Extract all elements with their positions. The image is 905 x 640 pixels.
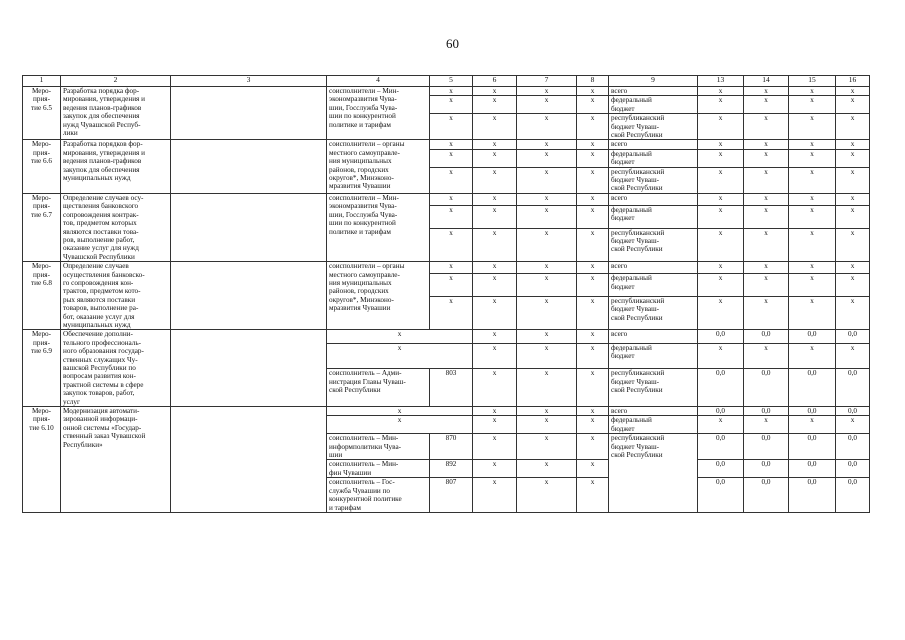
code-cell: x [577, 416, 609, 434]
amount-cell: 0,0 [744, 434, 789, 460]
amount-cell: x [789, 343, 836, 369]
amount-cell: x [698, 114, 744, 140]
funding-source: республиканский бюджет Чуваш- ской Республики [609, 228, 698, 262]
amount-cell: x [836, 274, 870, 297]
responsible-cell [171, 193, 327, 261]
code-cell: x [577, 87, 609, 96]
executor-code-merged: x [327, 343, 473, 369]
funding-source: федеральный бюджет [609, 416, 698, 434]
amount-cell: x [744, 262, 789, 274]
code-cell: x [517, 114, 577, 140]
code-cell: x [473, 114, 517, 140]
amount-cell: x [698, 96, 744, 114]
code-cell: x [430, 140, 473, 149]
amount-cell: x [789, 167, 836, 193]
code-cell: x [473, 193, 517, 205]
code-cell: x [473, 149, 517, 167]
code-cell: x [517, 96, 577, 114]
amount-cell: 0,0 [836, 369, 870, 407]
code-cell: x [577, 434, 609, 460]
code-cell: x [577, 478, 609, 513]
code-cell: x [577, 114, 609, 140]
amount-cell: 0,0 [744, 478, 789, 513]
responsible-cell [171, 140, 327, 193]
code-cell: x [517, 149, 577, 167]
amount-cell: x [744, 343, 789, 369]
amount-cell: x [698, 296, 744, 330]
amount-cell: 0,0 [836, 460, 870, 478]
amount-cell: x [744, 205, 789, 228]
amount-cell: x [789, 149, 836, 167]
code-cell: x [517, 460, 577, 478]
code-cell: x [577, 140, 609, 149]
code-cell: x [473, 343, 517, 369]
amount-cell: 0,0 [698, 330, 744, 343]
amount-cell: x [744, 193, 789, 205]
code-cell: x [430, 167, 473, 193]
funding-source: федеральный бюджет [609, 149, 698, 167]
table-row [23, 407, 870, 416]
code-cell: x [473, 140, 517, 149]
amount-cell: x [698, 228, 744, 262]
code-cell: x [430, 274, 473, 297]
amount-cell: 0,0 [789, 369, 836, 407]
amount-cell: x [744, 167, 789, 193]
executor-cell: соисполнитель – Гос- служба Чувашии по конкурентной политике и тарифам [327, 478, 430, 513]
amount-cell: 0,0 [698, 407, 744, 416]
page-number: 60 [446, 36, 459, 51]
amount-cell: 0,0 [789, 407, 836, 416]
measure-name: Определение случаев осу- ществления банковского сопровождения контрак- тов, предметом которых являются поставки това- ров, выполнение работ, оказание услуг для нужд Чувашской Республики [61, 193, 171, 261]
measure-name: Обеспечение дополни- тельного профессиональ- ного образования государ- ственных служащих Чу- вашской Республики по вопросам развития кон- трактной системы в сфере закупок товаров, работ, услуг [61, 330, 171, 407]
code-cell: x [577, 460, 609, 478]
amount-cell: x [698, 274, 744, 297]
amount-cell: x [744, 228, 789, 262]
code-cell: x [473, 416, 517, 434]
code-cell: x [517, 87, 577, 96]
executor-cell: соисполнители – органы местного самоуправле- ния муниципальных районов, городских округов*, Минэконо- мразвития Чувашии [327, 140, 430, 193]
code-cell: x [430, 262, 473, 274]
funding-source: республиканский бюджет Чуваш- ской Республики [609, 369, 698, 407]
code-cell: x [473, 262, 517, 274]
amount-cell: x [789, 140, 836, 149]
amount-cell: x [744, 149, 789, 167]
amount-cell: x [744, 140, 789, 149]
funding-source: федеральный бюджет [609, 205, 698, 228]
column-header: 13 [698, 76, 744, 87]
table-row [23, 193, 870, 205]
measure-name: Модернизация автомати- зированной информаци- онной системы «Государ- ственный заказ Чувашской Республики» [61, 407, 171, 513]
executor-code-merged: x [327, 407, 473, 416]
code-cell: 870 [430, 434, 473, 460]
code-cell: x [430, 228, 473, 262]
measure-id: Меро- прия- тие 6.7 [23, 193, 61, 261]
code-cell: x [473, 87, 517, 96]
funding-source: федеральный бюджет [609, 96, 698, 114]
amount-cell: x [698, 262, 744, 274]
amount-cell: x [836, 167, 870, 193]
amount-cell: x [698, 205, 744, 228]
amount-cell: x [836, 140, 870, 149]
code-cell: x [577, 369, 609, 407]
amount-cell: 0,0 [744, 407, 789, 416]
measure-id: Меро- прия- тие 6.5 [23, 87, 61, 140]
code-cell: x [517, 193, 577, 205]
code-cell: x [517, 434, 577, 460]
amount-cell: x [789, 296, 836, 330]
amount-cell: 0,0 [698, 434, 744, 460]
measure-name: Разработка порядка фор- мирования, утверждения и ведения планов-графиков закупок для обеспечения нужд Чувашской Респуб- лики [61, 87, 171, 140]
funding-source: всего [609, 193, 698, 205]
measure-name: Разработка порядков фор- мирования, утверждения и ведения планов-графиков закупок для обеспечения муниципальных нужд [61, 140, 171, 193]
amount-cell: x [836, 262, 870, 274]
funding-source: всего [609, 262, 698, 274]
code-cell: x [517, 330, 577, 343]
amount-cell: x [836, 87, 870, 96]
amount-cell: x [744, 416, 789, 434]
amount-cell: x [789, 205, 836, 228]
code-cell: x [517, 343, 577, 369]
executor-code-merged: x [327, 330, 473, 343]
code-cell: x [517, 140, 577, 149]
code-cell: x [517, 167, 577, 193]
code-cell: x [473, 434, 517, 460]
funding-source: всего [609, 87, 698, 96]
code-cell: x [473, 330, 517, 343]
column-header: 7 [517, 76, 577, 87]
responsible-cell [171, 87, 327, 140]
code-cell: x [577, 407, 609, 416]
amount-cell: 0,0 [836, 478, 870, 513]
amount-cell: x [836, 228, 870, 262]
amount-cell: x [744, 96, 789, 114]
code-cell: x [517, 369, 577, 407]
amount-cell: 0,0 [836, 407, 870, 416]
column-header: 6 [473, 76, 517, 87]
measure-id: Меро- прия- тие 6.8 [23, 262, 61, 330]
amount-cell: x [698, 140, 744, 149]
code-cell: x [577, 96, 609, 114]
amount-cell: x [789, 193, 836, 205]
table-row [23, 87, 870, 96]
table-row [23, 262, 870, 274]
amount-cell: x [789, 96, 836, 114]
table-row [23, 140, 870, 149]
measure-name: Определение случаев осуществления банковско- го сопровождения кон- трактов, предметом кото- рых являются поставки товаров, выполнение ра- бот, оказание услуг для муниципальных нужд [61, 262, 171, 330]
amount-cell: 0,0 [698, 369, 744, 407]
code-cell: x [577, 296, 609, 330]
code-cell: x [430, 296, 473, 330]
code-cell: x [517, 296, 577, 330]
code-cell: x [517, 478, 577, 513]
code-cell: x [577, 167, 609, 193]
code-cell: x [473, 274, 517, 297]
funding-source: республиканский бюджет Чуваш- ской Республики [609, 114, 698, 140]
code-cell: x [517, 416, 577, 434]
amount-cell: x [836, 193, 870, 205]
amount-cell: x [836, 296, 870, 330]
column-header: 14 [744, 76, 789, 87]
code-cell: x [577, 228, 609, 262]
code-cell: x [577, 274, 609, 297]
code-cell: x [517, 274, 577, 297]
code-cell: 807 [430, 478, 473, 513]
funding-source: всего [609, 330, 698, 343]
amount-cell: x [789, 114, 836, 140]
column-header: 1 [23, 76, 61, 87]
code-cell: x [577, 343, 609, 369]
code-cell: x [430, 87, 473, 96]
amount-cell: x [836, 96, 870, 114]
code-cell: x [577, 149, 609, 167]
column-header: 8 [577, 76, 609, 87]
amount-cell: 0,0 [698, 478, 744, 513]
amount-cell: x [789, 262, 836, 274]
code-cell: x [577, 193, 609, 205]
code-cell: x [473, 407, 517, 416]
column-header: 16 [836, 76, 870, 87]
executor-cell: соисполнитель – Мин- информполитики Чува- шии [327, 434, 430, 460]
code-cell: x [473, 460, 517, 478]
column-header: 9 [609, 76, 698, 87]
measure-id: Меро- прия- тие 6.10 [23, 407, 61, 513]
funding-source: всего [609, 140, 698, 149]
code-cell: x [473, 96, 517, 114]
column-header: 5 [430, 76, 473, 87]
code-cell: x [473, 478, 517, 513]
amount-cell: 0,0 [789, 478, 836, 513]
amount-cell: 0,0 [744, 330, 789, 343]
measure-id: Меро- прия- тие 6.6 [23, 140, 61, 193]
amount-cell: x [698, 193, 744, 205]
header-row [23, 76, 870, 87]
code-cell: x [517, 262, 577, 274]
code-cell: x [577, 262, 609, 274]
code-cell: x [517, 407, 577, 416]
amount-cell: 0,0 [744, 460, 789, 478]
code-cell: 892 [430, 460, 473, 478]
amount-cell: x [698, 167, 744, 193]
column-header: 2 [61, 76, 171, 87]
code-cell: x [473, 228, 517, 262]
code-cell: x [473, 369, 517, 407]
funding-source: республиканский бюджет Чуваш- ской Республики [609, 167, 698, 193]
amount-cell: x [698, 416, 744, 434]
amount-cell: x [698, 87, 744, 96]
amount-cell: x [789, 274, 836, 297]
code-cell: x [473, 167, 517, 193]
column-header: 3 [171, 76, 327, 87]
code-cell: x [517, 205, 577, 228]
funding-source: республиканский бюджет Чуваш- ской Республики [609, 296, 698, 330]
code-cell: x [430, 205, 473, 228]
amount-cell: x [836, 205, 870, 228]
amount-cell: 0,0 [698, 460, 744, 478]
responsible-cell [171, 407, 327, 513]
program-table [22, 75, 870, 513]
amount-cell: x [698, 149, 744, 167]
responsible-cell [171, 262, 327, 330]
amount-cell: x [744, 114, 789, 140]
amount-cell: x [789, 228, 836, 262]
code-cell: x [430, 193, 473, 205]
amount-cell: x [744, 87, 789, 96]
amount-cell: x [836, 149, 870, 167]
funding-source: всего [609, 407, 698, 416]
amount-cell: x [789, 416, 836, 434]
amount-cell: 0,0 [789, 330, 836, 343]
amount-cell: x [836, 343, 870, 369]
responsible-cell [171, 330, 327, 407]
funding-source: федеральный бюджет [609, 343, 698, 369]
amount-cell: x [744, 274, 789, 297]
measure-id: Меро- прия- тие 6.9 [23, 330, 61, 407]
column-header: 15 [789, 76, 836, 87]
code-cell: x [473, 296, 517, 330]
executor-cell: соисполнитель – Мин- фин Чувашии [327, 460, 430, 478]
executor-code-merged: x [327, 416, 473, 434]
code-cell: x [473, 205, 517, 228]
amount-cell: 0,0 [836, 434, 870, 460]
code-cell: x [577, 205, 609, 228]
executor-cell: соисполнители – органы местного самоуправле- ния муниципальных районов, городских округов*, Минэконо- мразвития Чувашии [327, 262, 430, 330]
code-cell: x [517, 228, 577, 262]
executor-cell: соисполнители – Мин- экономразвития Чува- шии, Госслужба Чува- шии по конкурентной политике и тарифам [327, 87, 430, 140]
column-header: 4 [327, 76, 430, 87]
amount-cell: x [836, 114, 870, 140]
amount-cell: x [744, 296, 789, 330]
code-cell: x [430, 114, 473, 140]
amount-cell: x [789, 87, 836, 96]
code-cell: x [430, 96, 473, 114]
table-row [23, 330, 870, 343]
code-cell: x [430, 149, 473, 167]
amount-cell: x [836, 416, 870, 434]
amount-cell: x [698, 343, 744, 369]
funding-source: федеральный бюджет [609, 274, 698, 297]
funding-source: республиканский бюджет Чуваш- ской Республики [609, 434, 698, 513]
code-cell: 803 [430, 369, 473, 407]
amount-cell: 0,0 [789, 460, 836, 478]
amount-cell: 0,0 [789, 434, 836, 460]
amount-cell: 0,0 [836, 330, 870, 343]
executor-cell: соисполнитель – Адми- нистрация Главы Чуваш- ской Республики [327, 369, 430, 407]
code-cell: x [577, 330, 609, 343]
amount-cell: 0,0 [744, 369, 789, 407]
executor-cell: соисполнители – Мин- экономразвития Чува- шии, Госслужба Чува- шии по конкурентной политике и тарифам [327, 193, 430, 261]
